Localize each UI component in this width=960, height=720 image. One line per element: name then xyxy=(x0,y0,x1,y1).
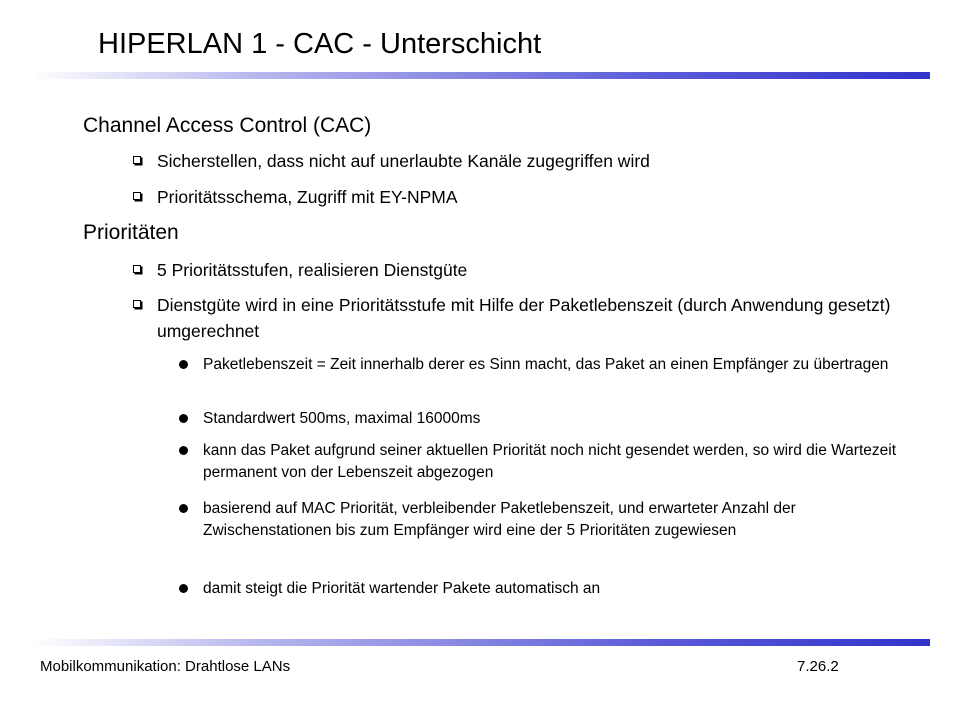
round-bullet-icon xyxy=(179,414,188,423)
sub-bullet-text: kann das Paket aufgrund seiner aktuellen Priorität noch nicht gesendet werden, so wird die Wartezeit permanent von der Lebenszeit abgezogen xyxy=(203,442,897,481)
sub-bullet-text: Paketlebenszeit = Zeit innerhalb derer es Sinn macht, das Paket an einen Empfänger zu übertragen xyxy=(203,356,889,373)
bullet-item xyxy=(157,148,897,174)
round-bullet-icon xyxy=(179,360,188,369)
bullet-item xyxy=(157,184,897,210)
bullet-text: 5 Prioritätsstufen, realisieren Dienstgüte xyxy=(157,260,468,280)
sub-bullet-text: basierend auf MAC Priorität, verbleibender Paketlebenszeit, und erwarteter Anzahl der Zwischenstationen bis zum Empfänger wird eine der 5 Prioritäten zugewiesen xyxy=(203,500,796,539)
sub-bullet-item xyxy=(203,440,903,484)
sub-bullet-text: Standardwert 500ms, maximal 16000ms xyxy=(203,410,481,427)
footer-course-title: Mobilkommunikation: Drahtlose LANs xyxy=(40,658,291,675)
sub-bullet-item xyxy=(203,354,903,376)
square-bullet-icon xyxy=(133,156,141,164)
section-heading-prioritaeten: Prioritäten xyxy=(83,221,179,244)
footer-slide-number: 7.26.2 xyxy=(797,658,839,675)
sub-bullet-item xyxy=(203,498,903,542)
sub-bullet-item xyxy=(203,408,903,430)
round-bullet-icon xyxy=(179,504,188,513)
bullet-text: Dienstgüte wird in eine Prioritätsstufe mit Hilfe der Paketlebenszeit (durch Anwendung gesetzt) umgerechnet xyxy=(157,295,891,341)
footer-bar xyxy=(30,639,930,646)
square-bullet-icon xyxy=(133,265,141,273)
square-bullet-icon xyxy=(133,192,141,200)
bullet-item xyxy=(157,257,897,283)
sub-bullet-text: damit steigt die Priorität wartender Pakete automatisch an xyxy=(203,580,601,597)
round-bullet-icon xyxy=(179,446,188,455)
sub-bullet-item xyxy=(203,578,903,600)
bullet-item xyxy=(157,292,897,344)
bullet-text: Prioritätsschema, Zugriff mit EY-NPMA xyxy=(157,187,458,207)
section-heading-cac: Channel Access Control (CAC) xyxy=(83,114,372,137)
bullet-text: Sicherstellen, dass nicht auf unerlaubte Kanäle zugegriffen wird xyxy=(157,151,650,171)
slide-title: HIPERLAN 1 - CAC - Unterschicht xyxy=(98,28,542,60)
square-bullet-icon xyxy=(133,300,141,308)
round-bullet-icon xyxy=(179,584,188,593)
